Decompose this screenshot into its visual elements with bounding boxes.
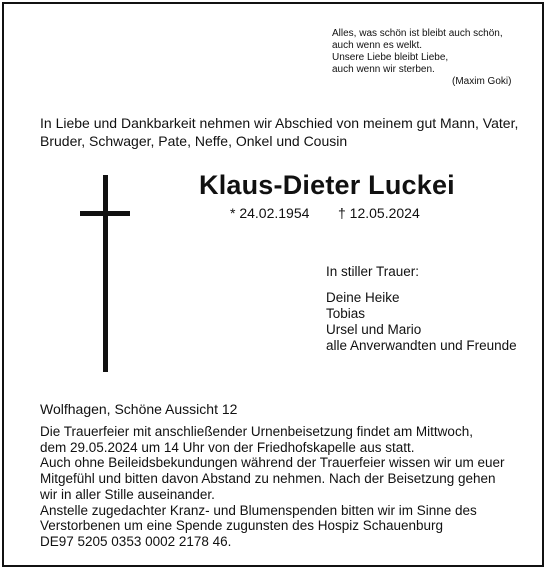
mourners-block bbox=[326, 264, 546, 354]
mourner-name: Deine Heike bbox=[326, 290, 400, 305]
poem-line: Alles, was schön ist bleibt auch schön, bbox=[332, 28, 503, 39]
deceased-name: Klaus-Dieter Luckei bbox=[199, 170, 455, 200]
notice-line: wir in aller Stille auseinander. bbox=[40, 486, 215, 502]
notice-line: Mitgefühl und bitten davon Abstand zu nehmen. Nach der Beisetzung gehen bbox=[40, 471, 496, 487]
poem-line: auch wenn es welkt. bbox=[332, 40, 423, 51]
poem-author: (Maxim Goki) bbox=[452, 76, 512, 87]
life-dates bbox=[230, 205, 480, 221]
mourner-name: Ursel und Mario bbox=[326, 322, 422, 337]
funeral-notice bbox=[40, 424, 540, 550]
cross-icon-bar bbox=[80, 211, 130, 216]
notice-line: Auch ohne Beileidsbekundungen während der Trauerfeier wissen wir um euer bbox=[40, 455, 505, 471]
notice-line: Anstelle zugedachter Kranz- und Blumenspenden bitten wir im Sinne des bbox=[40, 502, 477, 518]
cross-icon bbox=[103, 175, 108, 372]
notice-line: Verstorbenen um eine Spende zugunsten des Hospiz Schauenburg bbox=[40, 518, 444, 534]
mourners-heading: In stiller Trauer: bbox=[326, 264, 420, 279]
intro-text bbox=[40, 114, 540, 150]
intro-line: In Liebe und Dankbarkeit nehmen wir Abschied von meinem gut Mann, Vater, bbox=[40, 115, 519, 131]
notice-line: DE97 5205 0353 0002 2178 46. bbox=[40, 533, 232, 549]
obituary-frame bbox=[2, 2, 544, 567]
notice-line: dem 29.05.2024 um 14 Uhr von der Friedhofskapelle aus statt. bbox=[40, 439, 415, 455]
birth-date: * 24.02.1954 bbox=[230, 205, 310, 221]
mourner-name: Tobias bbox=[326, 306, 366, 321]
mourner-name: alle Anverwandten und Freunde bbox=[326, 338, 517, 353]
poem-line: Unsere Liebe bleibt Liebe, bbox=[332, 52, 449, 63]
death-date: † 12.05.2024 bbox=[338, 205, 420, 221]
poem-line: auch wenn wir sterben. bbox=[332, 64, 435, 75]
notice-line: Die Trauerfeier mit anschließender Urnenbeisetzung findet am Mittwoch, bbox=[40, 424, 473, 439]
address: Wolfhagen, Schöne Aussicht 12 bbox=[40, 401, 238, 417]
poem-block bbox=[332, 28, 542, 88]
intro-line: Bruder, Schwager, Pate, Neffe, Onkel und Cousin bbox=[40, 133, 348, 149]
